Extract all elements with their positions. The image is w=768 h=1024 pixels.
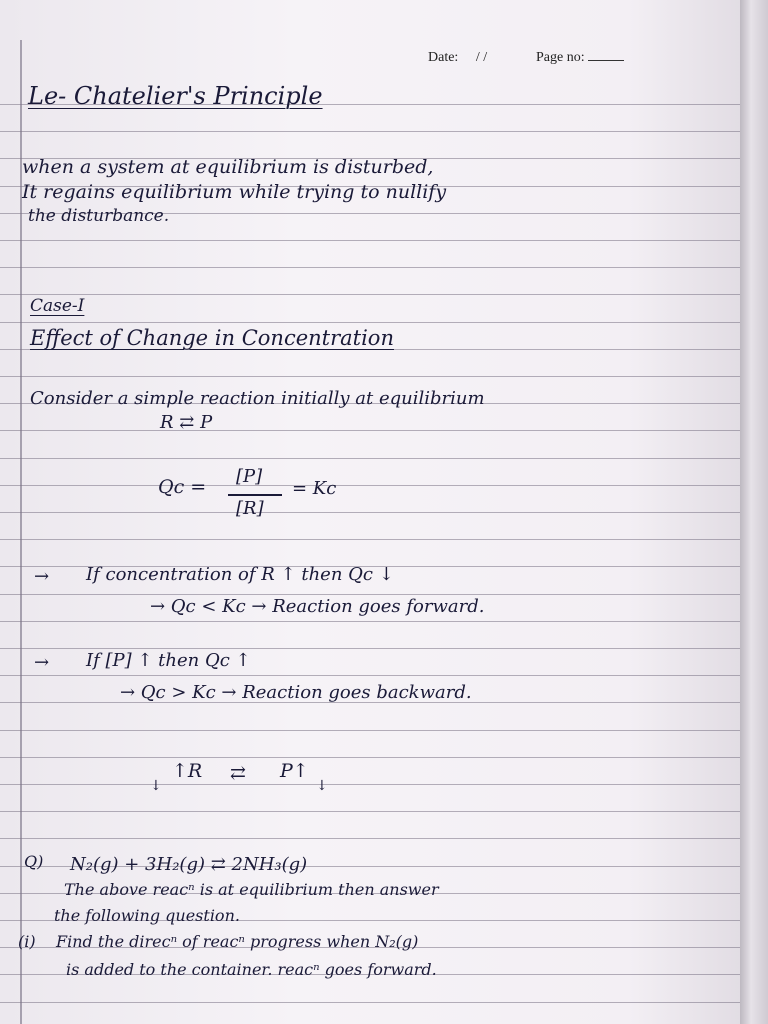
shift-right-species: P↑ [280,760,309,782]
ruled-line [0,267,740,268]
ruled-line [0,594,740,595]
bullet-1-line-2: → Qc < Kc → Reaction goes forward. [150,596,485,617]
question-label: Q) [24,852,44,871]
question-line-1: The above reacⁿ is at equilibrium then answer [64,880,439,899]
page-number-field [536,50,624,66]
ruled-line [0,485,740,486]
ruled-line [0,131,740,132]
ruled-line [0,757,740,758]
bullet-1-marker: → [34,566,50,587]
quotient-numerator: [P] [236,466,263,487]
definition-line-3: the disturbance. [28,206,170,226]
ruled-line [0,811,740,812]
ruled-line [0,784,740,785]
page-title: Le- Chatelier's Principle [28,82,323,110]
ruled-line [0,294,740,295]
case-label: Case-I [30,296,85,316]
page-edge [740,0,768,1024]
case-heading: Effect of Change in Concentration [30,326,394,350]
ruled-line [0,240,740,241]
question-part-label: (i) [18,932,36,951]
quotient-fraction [228,466,282,526]
bullet-2-line-2: → Qc > Kc → Reaction goes backward. [120,682,472,703]
bullet-2-marker: → [34,652,50,673]
shift-double-arrow: ⇄ [230,762,246,784]
ruled-line [0,430,740,431]
ruled-line [0,648,740,649]
date-label: Date: [428,50,459,65]
equilibrium-reaction: R ⇄ P [160,412,213,433]
bullet-2-line-1: If [P] ↑ then Qc ↑ [86,650,251,671]
ruled-line [0,730,740,731]
quotient-rhs: = Kc [292,478,337,499]
ruled-line [0,322,740,323]
page-label: Page no: [536,50,585,65]
date-field [428,50,487,66]
consider-text: Consider a simple reaction initially at equilibrium [30,388,485,409]
shift-left-species: ↑R [172,760,203,782]
ruled-line [0,512,740,513]
fraction-bar [228,494,282,496]
shift-right-mark: ↓ [316,778,328,794]
definition-line-1: when a system at equilibrium is disturbed, [22,156,434,178]
definition-line-2: It regains equilibrium while trying to nullify [22,181,447,203]
ruled-line [0,675,740,676]
ruled-line [0,1002,740,1003]
ruled-line [0,458,740,459]
shift-left-mark: ↓ [150,778,162,794]
shift-diagram [150,758,370,798]
question-part-line-1: Find the direcⁿ of reacⁿ progress when N₂(g) [56,932,419,951]
ruled-line [0,539,740,540]
ruled-line [0,838,740,839]
quotient-denominator: [R] [236,498,264,519]
ruled-line [0,621,740,622]
question-part-line-2: is added to the container. reacⁿ goes forward. [66,960,437,979]
ruled-line [0,376,740,377]
question-reaction: N₂(g) + 3H₂(g) ⇄ 2NH₃(g) [70,854,308,875]
quotient-lhs: Qc = [158,476,207,498]
date-value: / / [475,50,488,65]
bullet-1-line-1: If concentration of R ↑ then Qc ↓ [86,564,394,585]
question-line-2: the following question. [54,906,240,925]
